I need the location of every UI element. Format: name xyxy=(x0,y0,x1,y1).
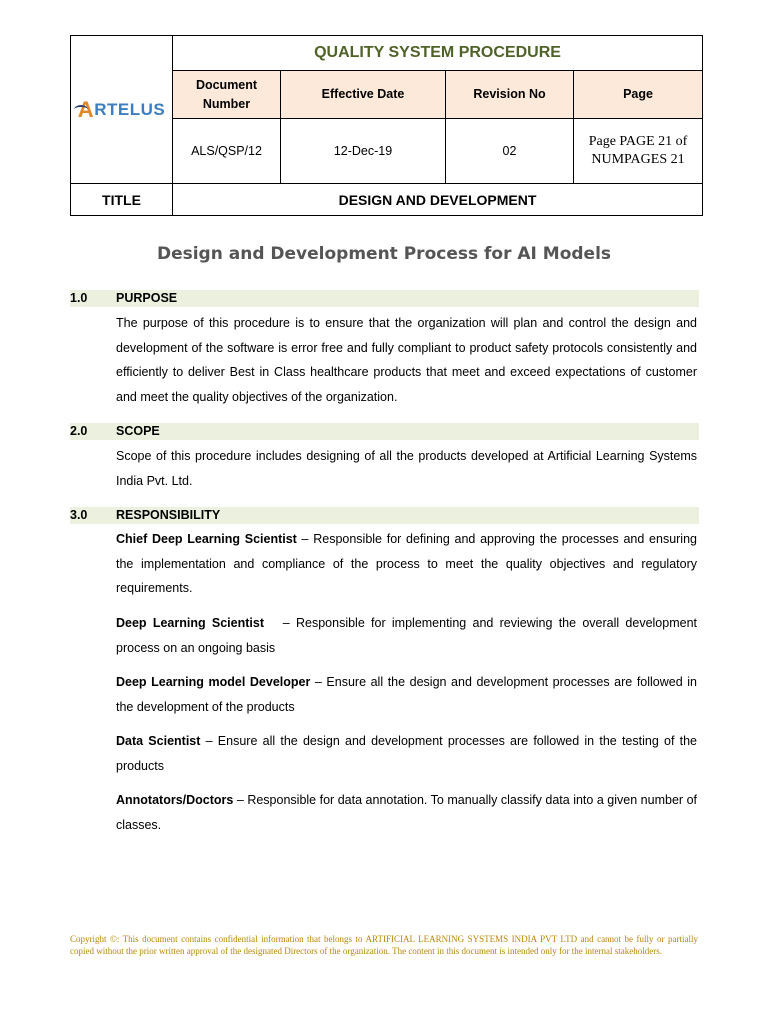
revision-no-header: Revision No xyxy=(446,71,574,119)
role-description: – Responsible for implementing and reviewing the overall development process on an ongoing basis xyxy=(116,616,701,655)
revision-no-value: 02 xyxy=(446,119,574,184)
role-description: – Responsible for data annotation. To manually classify data into a given number of classes. xyxy=(116,793,697,832)
procedure-title: QUALITY SYSTEM PROCEDURE xyxy=(173,36,703,71)
role-description: – Ensure all the design and development processes are followed in the development of the products xyxy=(116,675,697,714)
section-label: SCOPE xyxy=(116,424,160,438)
copyright-footer: Copyright ©: This document contains confidential information that belongs to ARTIFICIAL LEARNING SYSTEMS INDIA PVT LTD and cannot be fully or partially copied without the prior written approval of the designated Directors of the organization. The content in this document is intended only for the internal stakeholders. xyxy=(70,934,698,956)
document-heading: Design and Development Process for AI Models xyxy=(156,244,612,264)
section-label: PURPOSE xyxy=(116,291,178,305)
section-responsibility-bar xyxy=(70,507,699,524)
effective-date-value: 12-Dec-19 xyxy=(281,119,446,184)
responsibility-dl-scientist xyxy=(116,611,701,660)
title-label: TITLE xyxy=(71,184,173,216)
section-number: 3.0 xyxy=(70,508,88,522)
responsibility-data-scientist xyxy=(116,729,697,778)
document-number-header: Document Number xyxy=(173,71,281,119)
artelus-logo xyxy=(71,97,172,123)
role-name: Deep Learning Scientist xyxy=(116,616,264,630)
scope-paragraph xyxy=(116,444,697,493)
eye-swoosh-icon xyxy=(74,105,88,114)
role-name: Data Scientist xyxy=(116,734,201,748)
role-name: Annotators/Doctors xyxy=(116,793,234,807)
section-purpose-bar xyxy=(70,290,699,307)
responsibility-dl-model-developer xyxy=(116,670,697,719)
role-description: – Ensure all the design and development processes are followed in the testing of the products xyxy=(116,734,698,773)
section-number: 2.0 xyxy=(70,424,88,438)
section-number: 1.0 xyxy=(70,291,88,305)
page-value: Page PAGE 21 of NUMPAGES 21 xyxy=(574,119,703,184)
effective-date-header: Effective Date xyxy=(281,71,446,119)
section-label: RESPONSIBILITY xyxy=(116,508,221,522)
responsibility-chief-dl-scientist xyxy=(116,527,697,601)
role-description: – Responsible for defining and approving the processes and ensuring the implementation and compliance of the process to meet the quality objectives and regulatory requirements. xyxy=(116,532,697,595)
document-header-table xyxy=(70,35,703,216)
logo-cell xyxy=(71,36,173,184)
role-name: Chief Deep Learning Scientist xyxy=(116,532,297,546)
logo-letter-a: A xyxy=(78,97,94,123)
page-header: Page xyxy=(574,71,703,119)
document-number-value: ALS/QSP/12 xyxy=(173,119,281,184)
responsibility-annotators xyxy=(116,788,697,837)
paragraph-text: The purpose of this procedure is to ensure that the organization will plan and control the design and development of the software is error free and fully compliant to product safety protocols consistently and efficiently to deliver Best in Class healthcare products that meet and exceed expectations of customer and meet the quality objectives of the organization. xyxy=(116,316,697,404)
purpose-paragraph xyxy=(116,311,697,409)
role-name: Deep Learning model Developer xyxy=(116,675,311,689)
title-value: DESIGN AND DEVELOPMENT xyxy=(173,184,703,216)
paragraph-text: Scope of this procedure includes designing of all the products developed at Artificial Learning Systems India Pvt. Ltd. xyxy=(116,449,697,488)
logo-text: RTELUS xyxy=(94,99,166,119)
section-scope-bar xyxy=(70,423,699,440)
